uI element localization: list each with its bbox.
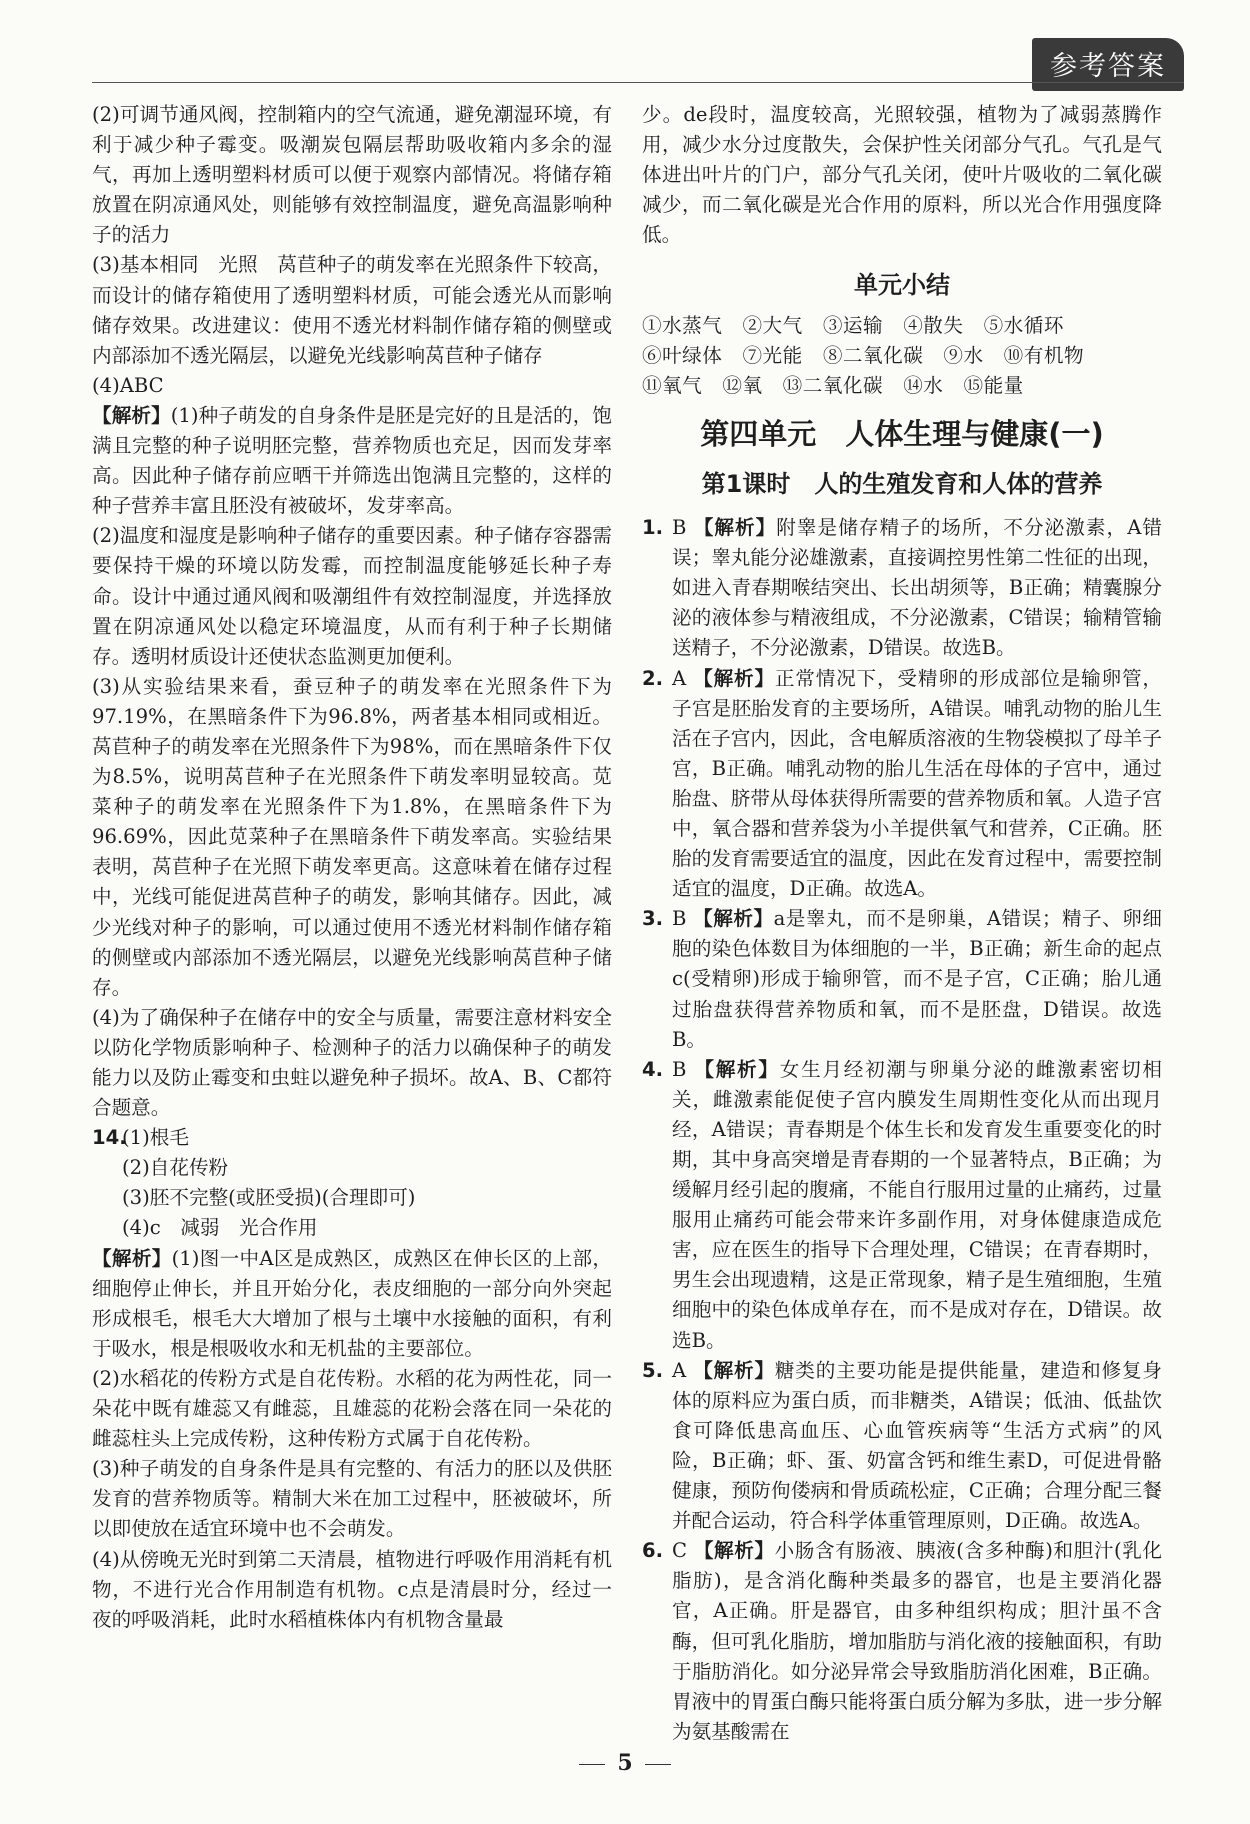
question-number: 5. [642, 1358, 664, 1382]
question-number: 2. [642, 666, 664, 690]
analysis-label: 【解析】 [693, 907, 774, 931]
question-number: 6. [642, 1539, 664, 1563]
analysis-label: 【解析】 [92, 1246, 172, 1270]
question-4 [642, 1055, 1162, 1356]
analysis-14-4-cont: 少。de段时，温度较高，光照较强，植物为了减弱蒸腾作用，减少水分过度散失，会保护性关闭部分气孔。气孔是气体进出叶片的门户，部分气孔关闭，使叶片吸收的二氧化碳减少，而二氧化碳是光合作用的原料，所以光合作用强度降低。 [642, 103, 1162, 247]
answer-14-2: (2)自花传粉 [122, 1156, 229, 1180]
analysis-label: 【解析】 [693, 516, 777, 540]
left-column [92, 100, 612, 1635]
analysis-label: 【解析】 [693, 1539, 775, 1563]
page-dash-right [645, 1764, 671, 1765]
answer-14-1: (1)根毛 [122, 1126, 189, 1150]
answer-choice: A [672, 1358, 687, 1382]
answer-choice: B [672, 1057, 687, 1081]
question-number: 4. [642, 1057, 664, 1081]
analysis-text: 女生月经初潮与卵巢分泌的雌激素密切相关，雌激素能促使子宫内膜发生周期性变化从而出现月经，A错误；青春期是个体生长和发育发生重要变化的时期，其中身高突增是青春期的一个显著特点，B正确；为缓解月经引起的腹痛，不能自行服用过量的止痛药，过量服用止痛药可能会带来许多副作用，对身体健康造成危害，应在医生的指导下合理处理，C错误；在青春期时，男生会出现遗精，这是正常现象，精子是生殖细胞，生殖细胞中的染色体成单存在，而不是成对存在，D错误。故选B。 [672, 1057, 1163, 1352]
section-tag: 参考答案 [1032, 38, 1184, 91]
analysis-13-2: (2)温度和湿度是影响种子储存的重要因素。种子储存容器需要保持干燥的环境以防发霉，而控制温度能够延长种子寿命。设计中通过通风阀和吸潮组件有效控制湿度，并选择放置在阴凉通风处以稳定环境温度，从而有利于种子长期储存。透明材质设计还使状态监测更加便利。 [92, 524, 612, 668]
page-number-value: 5 [617, 1750, 633, 1776]
summary-row-1: ①水蒸气 ②大气 ③运输 ④散失 ⑤水循环 [642, 313, 1064, 337]
analysis-text: (1)图一中A区是成熟区，成熟区在伸长区的上部，细胞停止伸长，并且开始分化，表皮细胞的一部分向外突起形成根毛，根毛大大增加了根与土壤中水接触的面积，有利于吸水，根是根吸收水和无机盐的主要部位。 [92, 1246, 613, 1360]
page-number [0, 1750, 1250, 1776]
analysis-text: 糖类的主要功能是提供能量，建造和修复身体的原料应为蛋白质，而非糖类，A错误；低油、低盐饮食可降低患高血压、心血管疾病等“生活方式病”的风险，B正确；虾、蛋、奶富含钙和维生素D，可促进骨骼健康，预防佝偻病和骨质疏松症，C正确；合理分配三餐并配合运动，符合科学体重管理原则，D正确。故选A。 [672, 1358, 1163, 1533]
analysis-label: 【解析】 [694, 1057, 780, 1081]
answer-14-4: (4)c 减弱 光合作用 [122, 1216, 318, 1240]
answer-13-3: (3)基本相同 光照 莴苣种子的萌发率在光照条件下较高，而设计的储存箱使用了透明塑料材质，可能会透光从而影响储存效果。改进建议：使用不透光材料制作储存箱的侧壁或内部添加不透光隔层，以避免光线影响莴苣种子储存 [92, 253, 612, 367]
analysis-13-1 [92, 401, 612, 521]
answer-choice: B [672, 907, 687, 931]
analysis-label: 【解析】 [693, 1358, 775, 1382]
header-divider [92, 82, 1184, 83]
analysis-14-1 [92, 1244, 612, 1364]
question-number: 1. [642, 516, 664, 540]
question-3 [642, 904, 1162, 1054]
summary-title: 单元小结 [854, 271, 950, 300]
question-14 [92, 1123, 612, 1243]
question-2 [642, 664, 1162, 905]
right-column [642, 100, 1162, 1747]
analysis-text: 正常情况下，受精卵的形成部位是输卵管，子宫是胚胎发育的主要场所，A错误。哺乳动物的胎儿生活在子宫内，因此，含电解质溶液的生物袋模拟了母羊子宫，B正确。哺乳动物的胎儿生活在母体的子宫中，通过胎盘、脐带从母体获得所需要的营养物质和氧。人造子宫中，氧合器和营养袋为小羊提供氧气和营养，C正确。胚胎的发育需要适宜的温度，因此在发育过程中，需要控制适宜的温度，D正确。故选A。 [672, 666, 1163, 901]
analysis-text: 附睾是储存精子的场所，不分泌激素，A错误；睾丸能分泌雄激素，直接调控男性第二性征的出现，如进入青春期喉结突出、长出胡须等，B正确；精囊腺分泌的液体参与精液组成，不分泌激素，C错误；输精管输送精子，不分泌激素，D错误。故选B。 [672, 516, 1162, 660]
analysis-14-4: (4)从傍晚无光时到第二天清晨，植物进行呼吸作用消耗有机物，不进行光合作用制造有机物。c点是清晨时分，经过一夜的呼吸消耗，此时水稻植株体内有机物含量最 [92, 1547, 612, 1631]
answer-choice: C [672, 1539, 687, 1563]
analysis-text: a是睾丸，而不是卵巢，A错误；精子、卵细胞的染色体数目为体细胞的一半，B正确；新生命的起点c(受精卵)形成于输卵管，而不是子宫，C正确；胎儿通过胎盘获得营养物质和氧，而不是胚盘，D错误。故选B。 [672, 907, 1162, 1051]
analysis-text: 小肠含有肠液、胰液(含多种酶)和胆汁(乳化脂肪)，是含消化酶种类最多的器官，也是主要消化器官，A正确。肝是器官，由多种组织构成；胆汁虽不含酶，但可乳化脂肪，增加脂肪与消化液的接触面积，有助于脂肪消化。如分泌异常会导致脂肪消化困难，B正确。胃液中的胃蛋白酶只能将蛋白质分解为多肽，进一步分解为氨基酸需在 [672, 1539, 1163, 1743]
analysis-14-2: (2)水稻花的传粉方式是自花传粉。水稻的花为两性花，同一朵花中既有雄蕊又有雌蕊，且雄蕊的花粉会落在同一朵花的雌蕊柱头上完成传粉，这种传粉方式属于自花传粉。 [92, 1366, 612, 1451]
question-number: 14. [92, 1126, 127, 1150]
summary-row-3: ⑪氧气 ⑫氧 ⑬二氧化碳 ⑭水 ⑮能量 [642, 373, 1024, 397]
answer-13-4: (4)ABC [92, 373, 164, 397]
page-dash-left [579, 1764, 605, 1765]
unit-title: 第四单元 人体生理与健康(一) [700, 416, 1104, 451]
analysis-13-4: (4)为了确保种子在储存中的安全与质量，需要注意材料安全以防化学物质影响种子、检测种子的活力以确保种子的萌发能力以及防止霉变和虫蛀以避免种子损坏。故A、B、C都符合题意。 [92, 1005, 612, 1120]
question-1 [642, 513, 1162, 663]
answer-14-3: (3)胚不完整(或胚受损)(合理即可) [122, 1186, 416, 1210]
lesson-title: 第1课时 人的生殖发育和人体的营养 [701, 469, 1103, 498]
question-6 [642, 1536, 1162, 1747]
analysis-label: 【解析】 [92, 403, 171, 427]
analysis-13-3: (3)从实验结果来看，蚕豆种子的萌发率在光照条件下为97.19%，在黑暗条件下为96.8%，两者基本相同或相近。莴苣种子的萌发率在光照条件下为98%，而在黑暗条件下仅为8.5%，说明莴苣种子在光照条件下萌发率明显较高。苋菜种子的萌发率在光照条件下为1.8%，在黑暗条件下为96.69%，因此苋菜种子在黑暗条件下萌发率高。实验结果表明，莴苣种子在光照下萌发率更高。这意味着在储存过程中，光线可能促进莴苣种子的萌发，影响其储存。因此，减少光线对种子的影响，可以通过使用不透光材料制作储存箱的侧壁或内部添加不透光隔层，以避免光线影响莴苣种子储存。 [92, 674, 612, 999]
analysis-14-3: (3)种子萌发的自身条件是具有完整的、有活力的胚以及供胚发育的营养物质等。精制大米在加工过程中，胚被破坏，所以即使放在适宜环境中也不会萌发。 [92, 1457, 612, 1541]
answer-choice: A [672, 666, 687, 690]
summary-row-2: ⑥叶绿体 ⑦光能 ⑧二氧化碳 ⑨水 ⑩有机物 [642, 343, 1085, 367]
answer-choice: B [672, 516, 687, 540]
question-number: 3. [642, 907, 664, 931]
answer-13-2: (2)可调节通风阀，控制箱内的空气流通，避免潮湿环境，有利于减少种子霉变。吸潮炭包隔层帮助吸收箱内多余的湿气，再加上透明塑料材质可以便于观察内部情况。将储存箱放置在阴凉通风处，则能够有效控制温度，避免高温影响种子的活力 [92, 103, 612, 247]
analysis-label: 【解析】 [693, 666, 775, 690]
question-5 [642, 1356, 1162, 1537]
analysis-text: (1)种子萌发的自身条件是胚是完好的且是活的，饱满且完整的种子说明胚完整，营养物质也充足，因而发芽率高。因此种子储存前应晒干并筛选出饱满且完整的，这样的种子营养丰富且胚没有被破坏，发芽率高。 [92, 403, 612, 518]
